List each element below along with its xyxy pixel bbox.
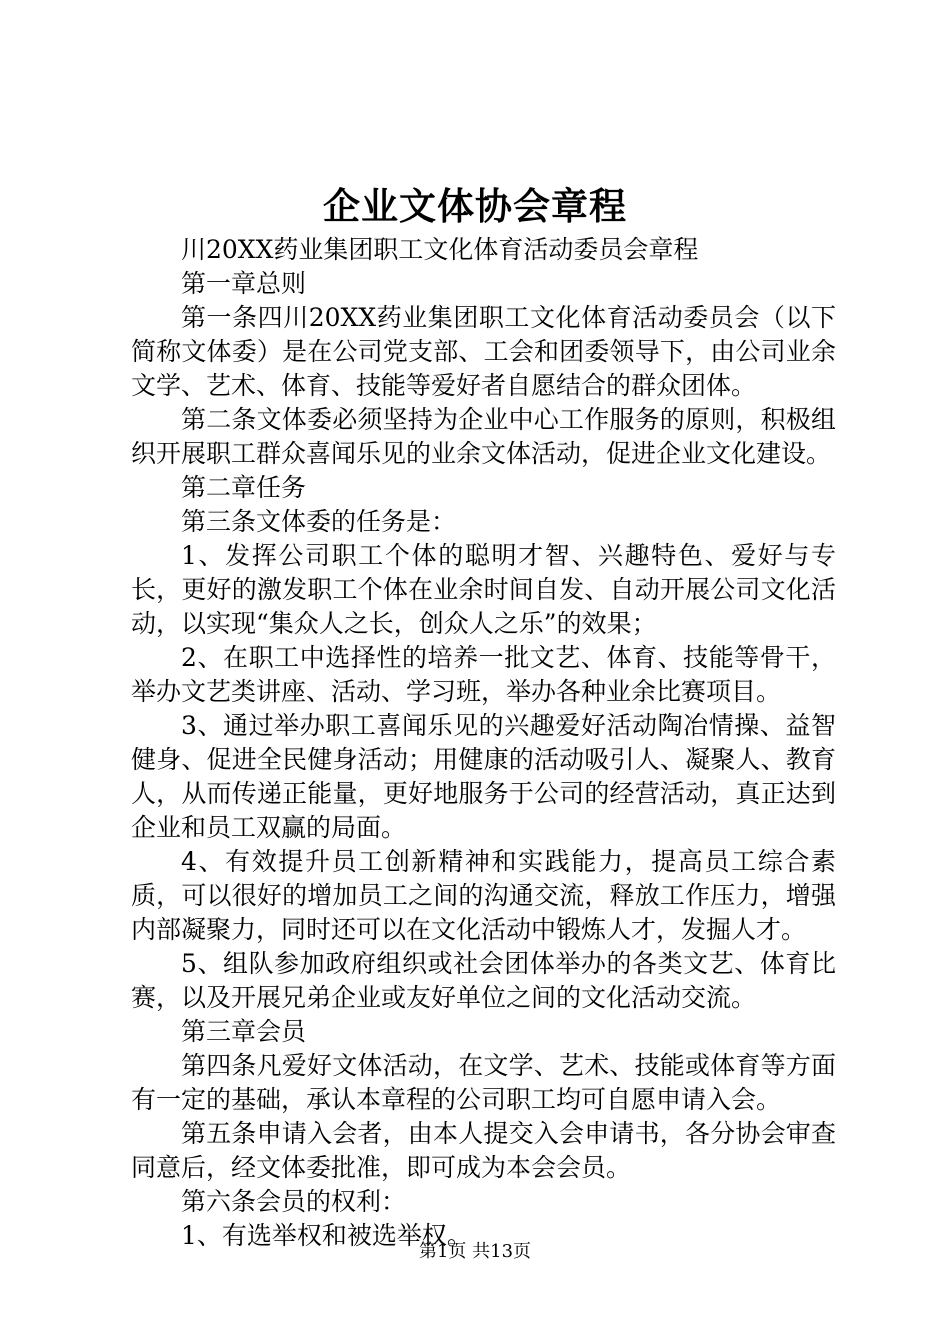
chapter-heading: 第一章总则 — [181, 269, 307, 298]
list-item-paragraph: 2、在职工中选择性的培养一批文艺、体育、技能等骨干，举办文艺类讲座、活动、学习班，举办各种业余比赛项目。 — [131, 643, 836, 706]
paragraph-subtitle: 川20XX药业集团职工文化体育活动委员会章程 — [181, 235, 699, 264]
list-item-paragraph: 1、有选举权和被选举权。 — [181, 1221, 472, 1250]
list-item-paragraph: 3、通过举办职工喜闻乐见的兴趣爱好活动陶冶情操、益智健身、促进全民健身活动；用健康的活动吸引人、凝聚人、教育人，从而传递正能量，更好地服务于公司的经营活动，真正达到企业和员工双赢的局面。 — [131, 711, 836, 842]
article-paragraph: 第六条会员的权利： — [181, 1187, 407, 1216]
article-paragraph: 第四条凡爱好文体活动，在文学、艺术、技能或体育等方面有一定的基础，承认本章程的公司职工均可自愿申请入会。 — [131, 1051, 836, 1114]
document-title: 企业文体协会章程 — [323, 184, 627, 228]
article-paragraph: 第一条四川20XX药业集团职工文化体育活动委员会（以下简称文体委）是在公司党支部、工会和团委领导下，由公司业余文学、艺术、体育、技能等爱好者自愿结合的群众团体。 — [131, 303, 836, 400]
list-item-paragraph: 5、组队参加政府组织或社会团体举办的各类文艺、体育比赛，以及开展兄弟企业或友好单位之间的文化活动交流。 — [131, 949, 836, 1012]
article-paragraph: 第二条文体委必须坚持为企业中心工作服务的原则，积极组织开展职工群众喜闻乐见的业余文体活动，促进企业文化建设。 — [131, 405, 836, 468]
chapter-heading: 第三章会员 — [181, 1017, 307, 1046]
article-paragraph: 第三条文体委的任务是： — [181, 507, 457, 536]
list-item-paragraph: 4、有效提升员工创新精神和实践能力，提高员工综合素质，可以很好的增加员工之间的沟通交流，释放工作压力，增强内部凝聚力，同时还可以在文化活动中锻炼人才，发掘人才。 — [131, 847, 836, 944]
list-item-paragraph: 1、发挥公司职工个体的聪明才智、兴趣特色、爱好与专长，更好的激发职工个体在业余时间自发、自动开展公司文化活动，以实现“集众人之长，创众人之乐”的效果； — [131, 541, 836, 638]
chapter-heading: 第二章任务 — [181, 473, 307, 502]
document-body — [131, 233, 836, 1253]
article-paragraph: 第五条申请入会者，由本人提交入会申请书，各分协会审查同意后，经文体委批准，即可成为本会会员。 — [131, 1119, 836, 1182]
page-footer: 第1页 共13页 — [418, 1241, 532, 1262]
